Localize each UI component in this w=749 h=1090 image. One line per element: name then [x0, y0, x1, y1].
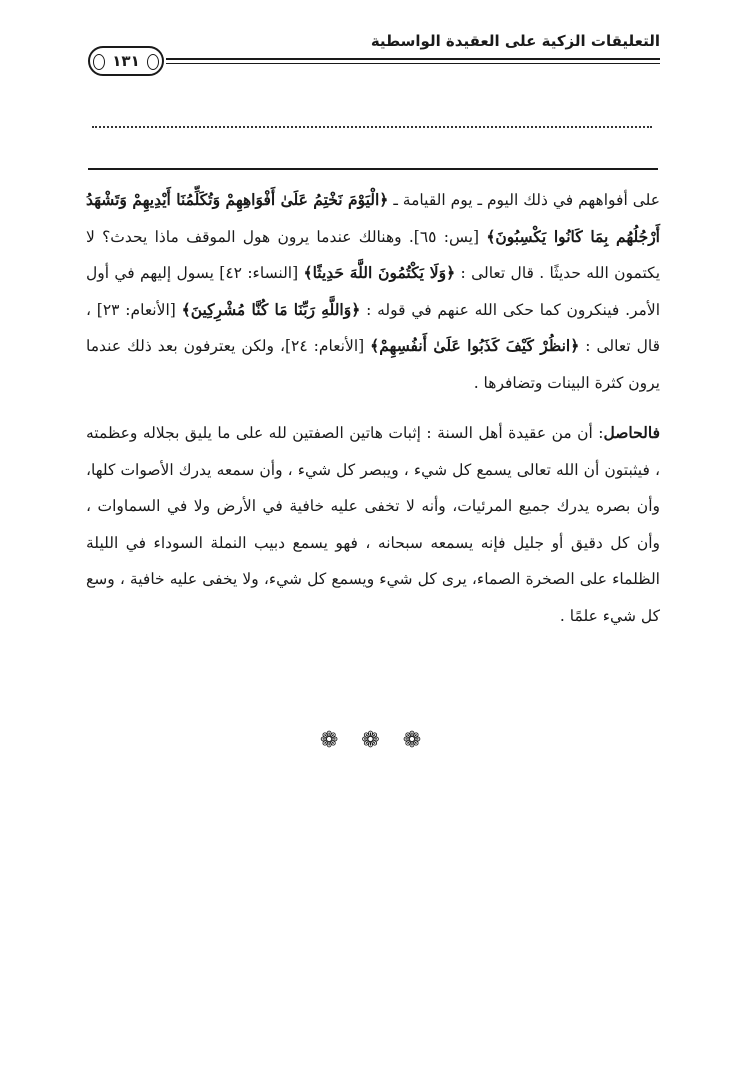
quran-verse-yasin-65: ﴿الْيَوْمَ نَخْتِمُ عَلَىٰ أَفْوَاهِهِمْ وَتُكَلِّمُنَا أَيْدِيهِمْ وَتَشْهَدُ أَرْجُلُهُم بِمَا كَانُوا يَكْسِبُونَ﴾ — [86, 190, 660, 246]
paragraph-one — [86, 182, 660, 401]
page-header — [88, 26, 660, 86]
ornament-divider: ❁ ❁ ❁ — [319, 728, 430, 753]
paragraph-one-text-4: [الأنعام: ٢٣] ، قال تعالى : — [86, 300, 660, 355]
header-rule — [166, 58, 660, 60]
paragraph-one-text-1: على أفواههم في ذلك اليوم ـ يوم القيامة ـ — [388, 191, 660, 209]
paragraph-one-text-2: [يس: ٦٥]. وهنالك عندما يرون هول الموقف ماذا يحدث؟ لا يكتمون الله حديثًا . قال تعالى : — [86, 227, 661, 282]
conclusion-lead: فالحاصل — [603, 423, 660, 442]
running-title: التعليقات الزكية على العقيدة الواسطية — [370, 32, 660, 50]
quran-verse-anam-23: ﴿وَاللَّهِ رَبِّنَا مَا كُنَّا مُشْرِكِينَ﴾ — [181, 299, 361, 319]
paragraph-two — [86, 415, 660, 634]
quran-verse-nisa-42: ﴿وَلَا يَكْتُمُونَ اللَّهَ حَدِيثًا﴾ — [303, 263, 456, 282]
page-number-frame — [88, 46, 164, 76]
paragraph-two-text: : أن من عقيدة أهل السنة : إثبات هاتين الصفتين لله على ما يليق بجلاله وعظمته ، فيثبتون أن الله تعالى يسمع كل شيء ، ويبصر كل شيء ، وأن سمعه يدرك الأصوات كلها، وأن بصره يدرك جميع المرئيات، وأنه لا تخفى عليه خافية في الأرض ولا في السماوات ، وأن كل دقيق أو جليل فإنه يسمعه سبحانه ، فهو يسمع دبيب النملة السوداء في الليلة الظلماء على الصخرة الصماء، يرى كل شيء ويسمع كل شيء، ولا يخفى عليه خافية ، وسع كل شيء علمًا . — [86, 424, 660, 625]
paragraph-one-text-5: [الأنعام: ٢٤]، ولكن يعترفون بعد ذلك عندما يرون كثرة البينات وتضافرها . — [86, 337, 660, 392]
header-rule-thin — [166, 63, 660, 64]
dotted-separator — [92, 114, 652, 128]
page-number: ١٣١ — [112, 52, 140, 70]
body-text — [86, 182, 660, 634]
paragraph-one-text-3: [النساء: ٤٢] يسول إليهم في أول الأمر. فينكرون كما حكى الله عنهم في قوله : — [86, 264, 661, 319]
section-rule — [88, 168, 658, 170]
quran-verse-anam-24: ﴿انظُرْ كَيْفَ كَذَبُوا عَلَىٰ أَنفُسِهِمْ﴾ — [370, 336, 580, 355]
